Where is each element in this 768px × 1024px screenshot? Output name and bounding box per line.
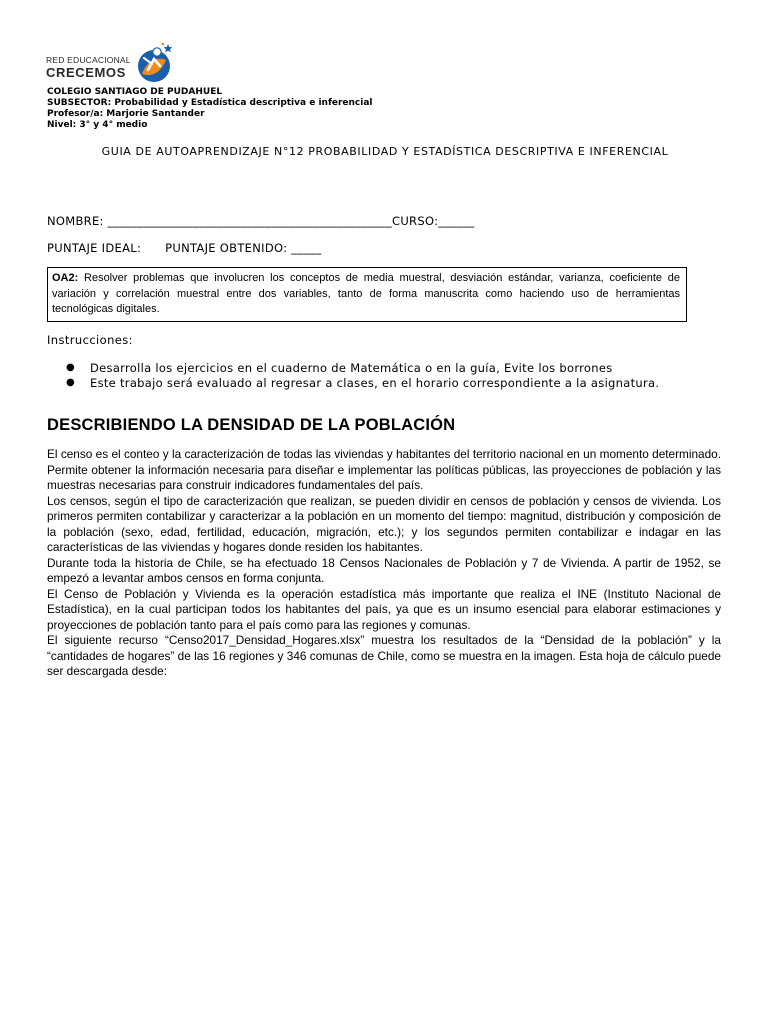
body-paragraph: Los censos, según el tipo de caracterización que realizan, se pueden dividir en censos de población y censos de vivienda. Los primeros permiten contabilizar y caracterizar a la población en un momento del tiempo: magnitud, distribución y composición de la población (sexo, edad, fertilidad, educación, migración, etc.); y los segundos permiten contabilizar e indagar en las características de las viviendas y hogares donde residen los habitantes. xyxy=(47,493,721,554)
guide-title: GUIA DE AUTOAPRENDIZAJE N°12 PROBABILIDAD Y ESTADÍSTICA DESCRIPTIVA E INFERENCIAL xyxy=(101,145,669,158)
school-level: Nivel: 3° y 4° medio xyxy=(47,120,148,130)
crecemos-logo xyxy=(46,40,180,88)
instructions-list xyxy=(64,361,724,390)
objective-text: Resolver problemas que involucren los conceptos de media muestral, desviación estándar, varianza, coeficiente de variación y correlación muestral entre dos variables, tanto de forma manuscrita como haciendo uso de herramientas tecnológicas digitales. xyxy=(52,272,680,315)
school-name: COLEGIO SANTIAGO DE PUDAHUEL xyxy=(47,87,223,97)
body-paragraph: El Censo de Población y Vivienda es la operación estadística más importante que realiza el INE (Instituto Nacional de Estadística), en la cual participan todos los habitantes del país, ya que es un insumo esencial para elaborar estimaciones y proyecciones de población tanto para el país como para las regiones y comunas. xyxy=(47,586,721,632)
section-heading: DESCRIBIENDO LA DENSIDAD DE LA POBLACIÓN xyxy=(47,416,456,434)
ideal-score-label: PUNTAJE IDEAL: xyxy=(47,241,142,255)
objective-box xyxy=(47,267,687,322)
bullet-icon: ● xyxy=(66,376,76,388)
instructions-label: Instrucciones: xyxy=(47,333,133,347)
objective-code: OA2: xyxy=(52,272,79,284)
body-paragraph: Durante toda la historia de Chile, se ha efectuado 18 Censos Nacionales de Población y 7 de Vivienda. A partir de 1952, se empezó a levantar ambos censos en forma conjunta. xyxy=(47,555,721,585)
logo-line-2: CRECEMOS xyxy=(46,65,126,80)
section-body xyxy=(47,447,721,680)
instruction-item xyxy=(64,376,724,391)
body-paragraph: El siguiente recurso “Censo2017_Densidad_Hogares.xlsx” muestra los resultados de la “Densidad de la población” y la “cantidades de hogares” de las 16 regiones y 346 comunas de Chile, como se muestra en la imagen. Esta hoja de cálculo puede ser descargada desde: xyxy=(47,633,721,678)
school-subsector: SUBSECTOR: Probabilidad y Estadística descriptiva e inferencial xyxy=(47,98,373,108)
instruction-item xyxy=(64,361,724,376)
body-paragraph: El censo es el conteo y la caracterización de todas las viviendas y habitantes del territorio nacional en un momento determinado. Permite obtener la información necesaria para diseñar e implementar las políticas públicas, las proyecciones de población y las muestras necesarias para construir indicadores fundamentales del país. xyxy=(47,447,721,492)
instruction-text: Desarrolla los ejercicios en el cuaderno de Matemática o en la guía, Evite los borrones xyxy=(90,361,613,375)
score-line xyxy=(47,241,322,255)
school-info xyxy=(47,87,373,131)
logo-line-1: RED EDUCACIONAL xyxy=(46,55,131,65)
school-teacher: Profesor/a: Marjorie Santander xyxy=(47,109,205,119)
instruction-text: Este trabajo será evaluado al regresar a clases, en el horario correspondiente a la asignatura. xyxy=(90,375,660,390)
crecemos-figure-icon xyxy=(130,40,176,86)
bullet-icon: ● xyxy=(66,362,76,373)
obtained-score-label: PUNTAJE OBTENIDO: _____ xyxy=(165,241,322,255)
name-course-line: NOMBRE: _______________________________________________CURSO:______ xyxy=(47,214,475,228)
